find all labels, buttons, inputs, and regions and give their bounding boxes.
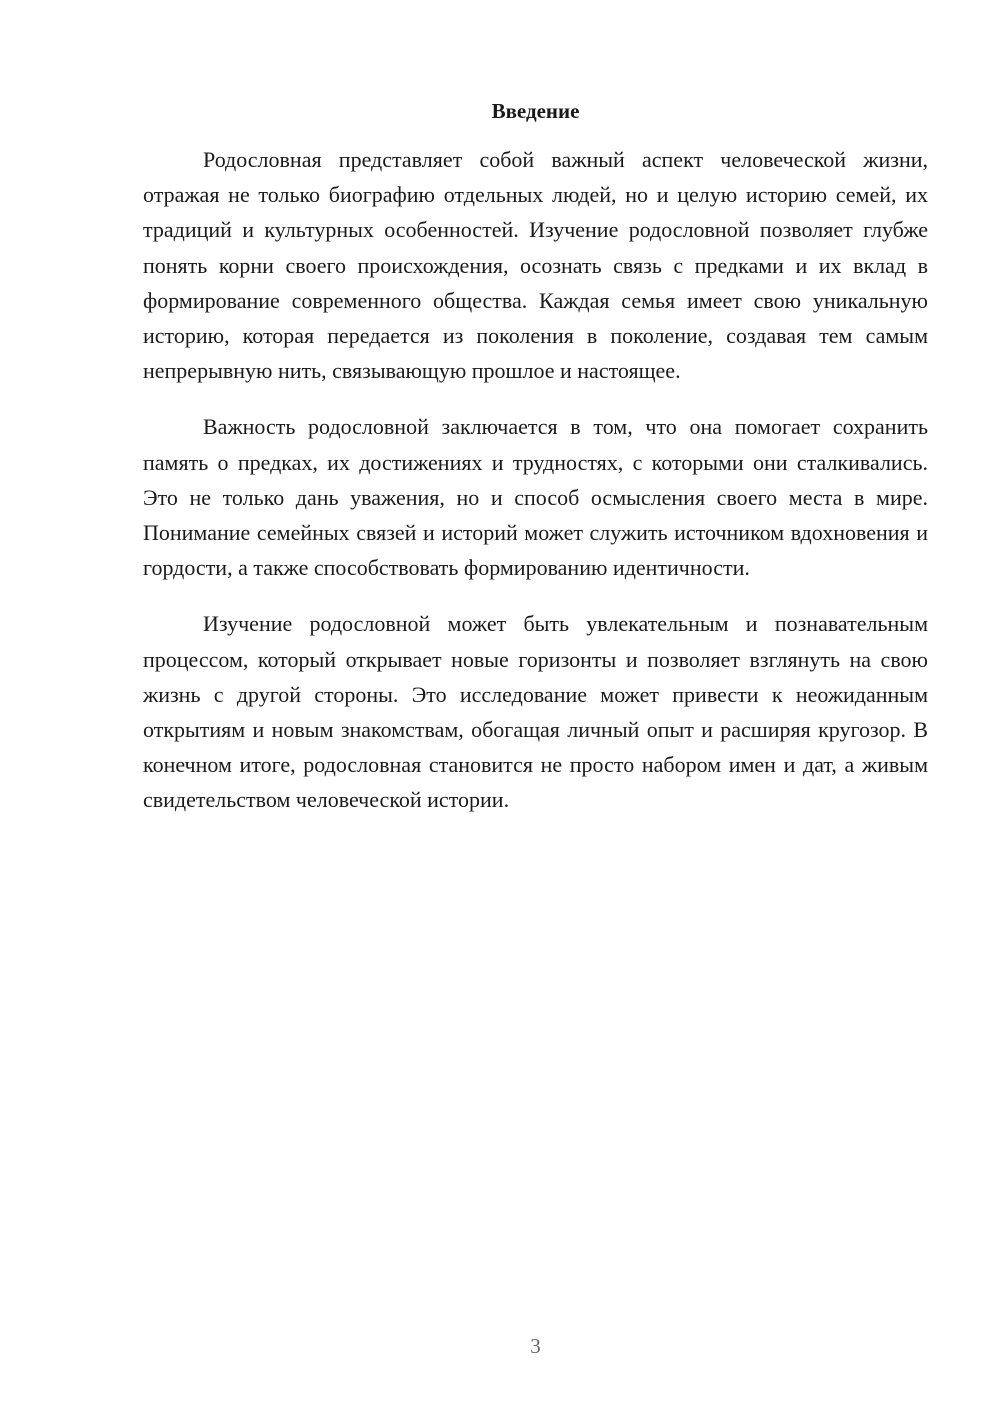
- paragraph-1: Родословная представляет собой важный аспект человеческой жизни, отражая не только биографию отдельных людей, но и целую историю семей, их традиций и культурных особенностей. Изучение родословной позволяет глубже понять корни своего происхождения, осознать связь с предками и их вклад в формирование современного общества. Каждая семья имеет свою уникальную историю, которая передается из поколения в поколение, создавая тем самым непрерывную нить, связывающую прошлое и настоящее.: [143, 147, 928, 384]
- section-heading: Введение: [491, 99, 580, 123]
- body-text: [143, 142, 928, 839]
- page-number: 3: [530, 1334, 541, 1358]
- paragraph-2: Важность родословной заключается в том, что она помогает сохранить память о предках, их достижениях и трудностях, с которыми они сталкивались. Это не только дань уважения, но и способ осмысления своего места в мире. Понимание семейных связей и историй может служить источником вдохновения и гордости, а также способствовать формированию идентичности.: [143, 414, 928, 581]
- paragraph-3: Изучение родословной может быть увлекательным и познавательным процессом, который открывает новые горизонты и позволяет взглянуть на свою жизнь с другой стороны. Это исследование может привести к неожиданным открытиям и новым знакомствам, обогащая личный опыт и расширяя кругозор. В конечном итоге, родословная становится не просто набором имен и дат, а живым свидетельством человеческой истории.: [143, 611, 928, 813]
